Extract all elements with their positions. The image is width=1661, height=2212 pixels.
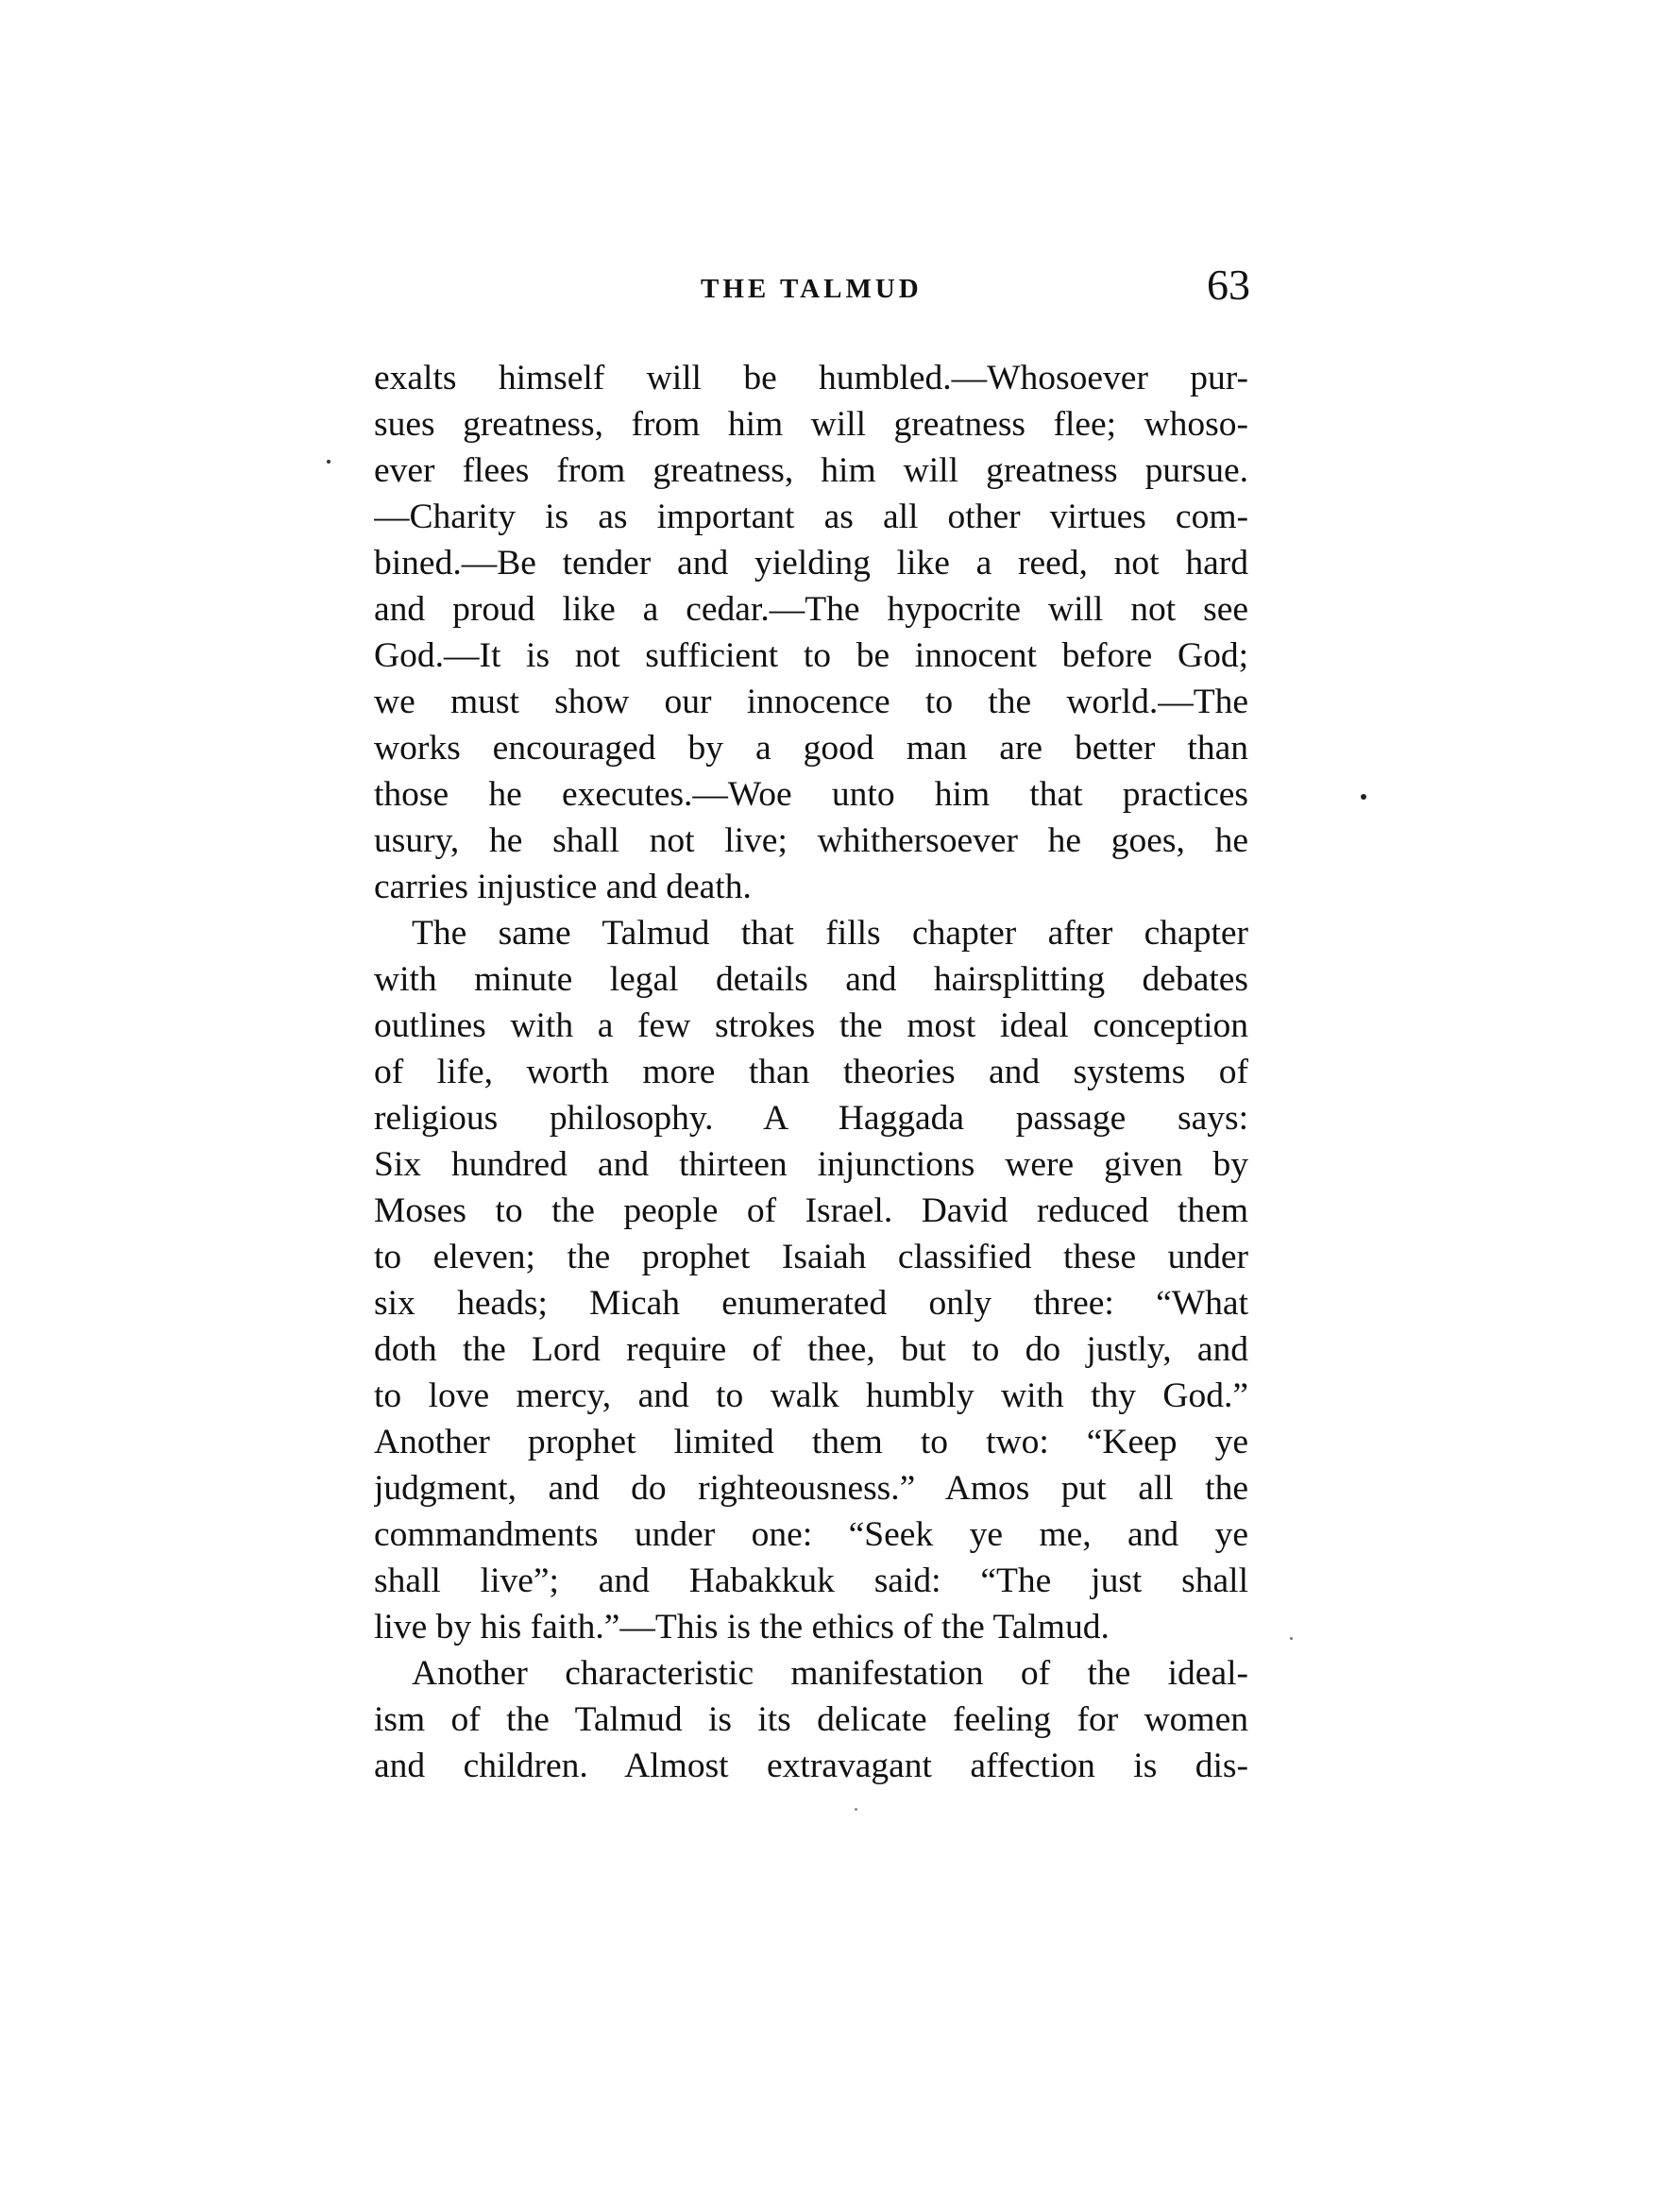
text-line: commandments under one: “Seek ye me, and ye xyxy=(374,1515,1248,1554)
text-line: God.—It is not sufficient to be innocent before God; xyxy=(374,636,1248,675)
text-line: ever flees from greatness, him will greatness pursue. xyxy=(374,451,1248,490)
text-line: doth the Lord require of thee, but to do justly, and xyxy=(374,1330,1248,1369)
text-line: —Charity is as important as all other virtues com- xyxy=(374,498,1248,536)
text-line: religious philosophy. A Haggada passage says: xyxy=(374,1099,1248,1138)
text-line: usury, he shall not live; whithersoever he goes, he xyxy=(374,821,1248,860)
text-line: Moses to the people of Israel. David reduced them xyxy=(374,1191,1248,1230)
text-line: Six hundred and thirteen injunctions were given by xyxy=(374,1145,1248,1184)
text-line: and proud like a cedar.—The hypocrite will not see xyxy=(374,590,1248,629)
page-number: 63 xyxy=(1207,261,1250,309)
text-line: works encouraged by a good man are better than xyxy=(374,729,1248,768)
text-line: judgment, and do righteousness.” Amos put all the xyxy=(374,1469,1248,1508)
text-line: outlines with a few strokes the most ideal conception xyxy=(374,1006,1248,1045)
text-line: shall live”; and Habakkuk said: “The just shall xyxy=(374,1562,1248,1600)
text-line: ism of the Talmud is its delicate feeling for women xyxy=(374,1700,1248,1739)
scan-speck xyxy=(327,460,331,464)
text-line: with minute legal details and hairsplitting debates xyxy=(374,960,1248,999)
text-line: sues greatness, from him will greatness flee; whoso- xyxy=(374,405,1248,444)
paragraph-1 xyxy=(374,355,1248,910)
text-line: to love mercy, and to walk humbly with thy God.” xyxy=(374,1376,1248,1415)
text-line: bined.—Be tender and yielding like a reed, not hard xyxy=(374,544,1248,583)
scan-speck xyxy=(1290,1637,1293,1640)
text-line: exalts himself will be humbled.—Whosoever pur- xyxy=(374,359,1248,397)
text-line: those he executes.—Woe unto him that practices xyxy=(374,775,1248,814)
text-line: we must show our innocence to the world.—The xyxy=(374,683,1248,721)
text-line: and children. Almost extravagant affection is dis- xyxy=(374,1747,1248,1785)
running-head-title: THE TALMUD xyxy=(701,274,923,304)
paragraph-2 xyxy=(374,910,1248,1650)
text-line: six heads; Micah enumerated only three: “What xyxy=(374,1284,1248,1323)
text-line: of life, worth more than theories and systems of xyxy=(374,1053,1248,1091)
text-line: The same Talmud that fills chapter after chapter xyxy=(412,914,1248,953)
text-line: to eleven; the prophet Isaiah classified these under xyxy=(374,1238,1248,1276)
scan-speck xyxy=(1361,794,1366,800)
text-line: carries injustice and death. xyxy=(374,868,752,906)
text-line: live by his faith.”—This is the ethics of the Talmud. xyxy=(374,1608,1110,1646)
scan-speck xyxy=(855,1808,857,1811)
text-line: Another prophet limited them to two: “Keep ye xyxy=(374,1423,1248,1461)
paragraph-3 xyxy=(374,1650,1248,1789)
text-line: Another characteristic manifestation of the ideal- xyxy=(412,1654,1248,1693)
body-text xyxy=(374,355,1248,1789)
